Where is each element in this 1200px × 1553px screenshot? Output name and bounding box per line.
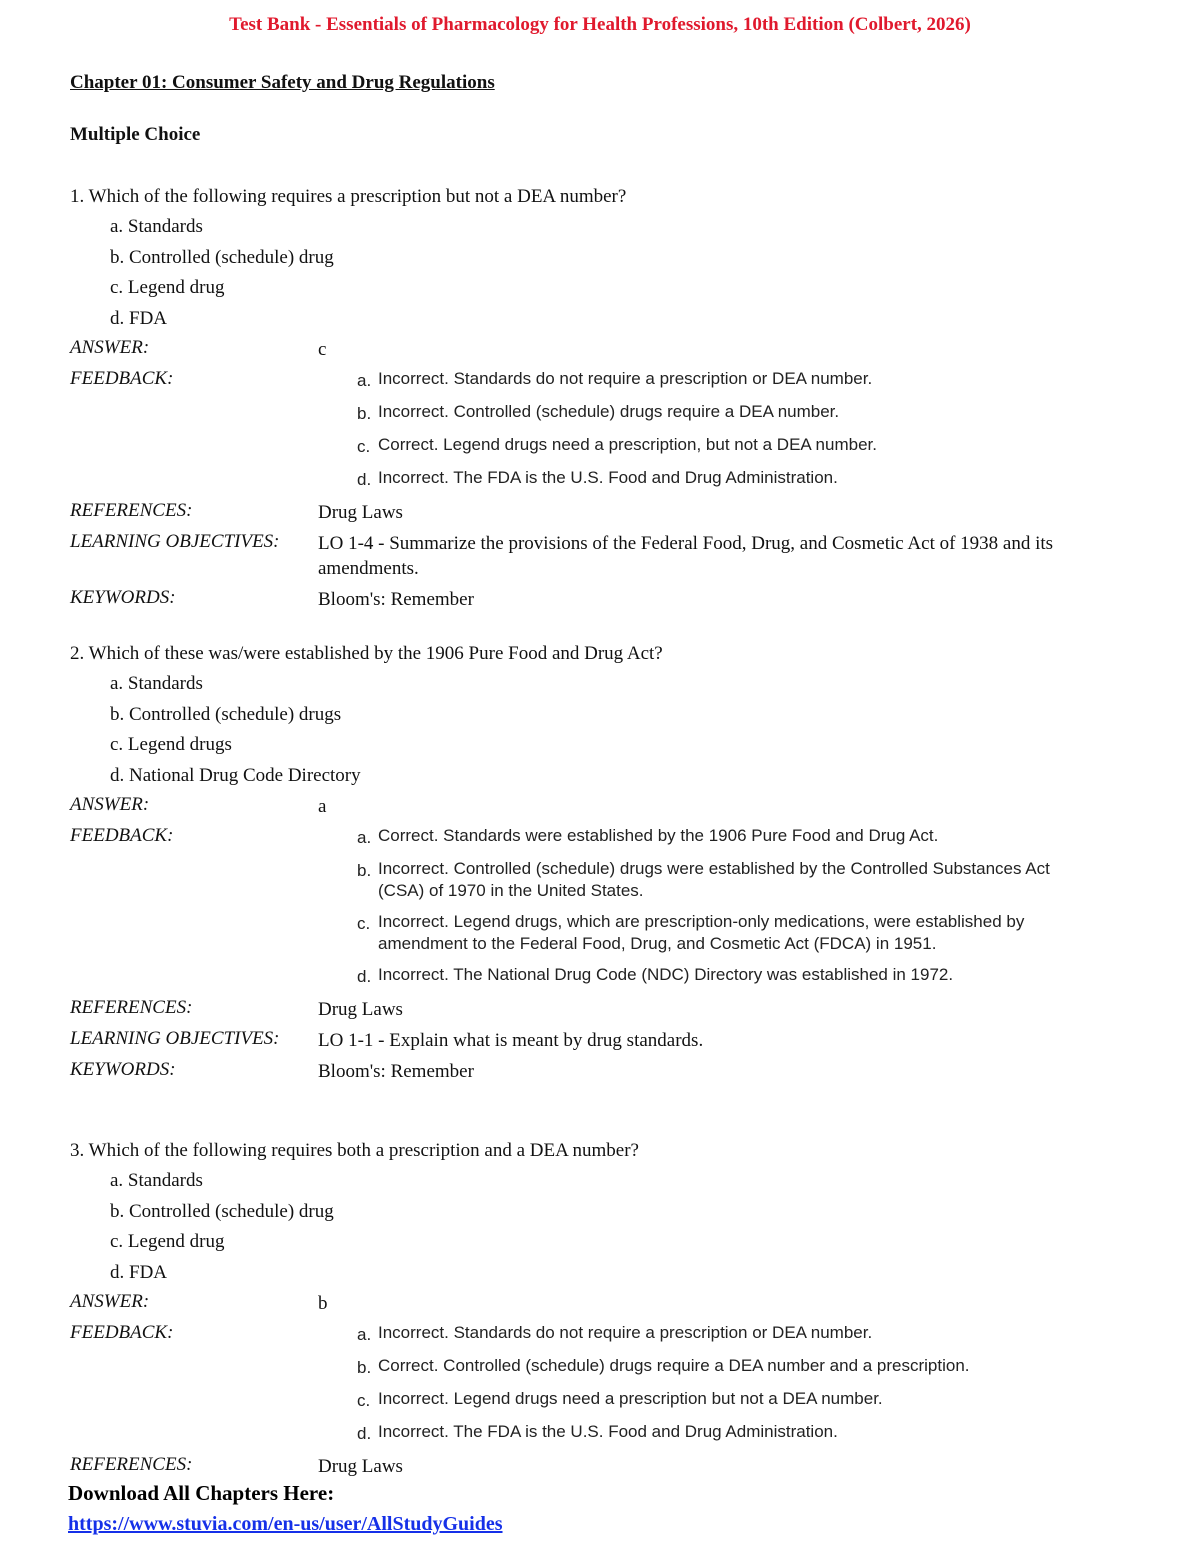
answer-label: ANSWER:: [70, 794, 150, 816]
option-a: a. Standards: [110, 673, 203, 694]
chapter-title: Chapter 01: Consumer Safety and Drug Regulations: [70, 72, 495, 93]
option-d: d. National Drug Code Directory: [110, 764, 361, 786]
answer-row: [70, 794, 1140, 825]
option-c: c. Legend drug: [110, 1231, 225, 1253]
references-row: [70, 500, 1140, 531]
keywords-row: [70, 1059, 1140, 1090]
references-label: REFERENCES:: [70, 1454, 193, 1476]
feedback-item: d. Incorrect. The National Drug Code (NDC) Directory was established in 1972.: [357, 965, 954, 987]
feedback-item: a. Correct. Standards were established by the 1906 Pure Food and Drug Act.: [357, 826, 939, 848]
feedback-item: d. Incorrect. The FDA is the U.S. Food and Drug Administration.: [357, 1422, 838, 1444]
references-label: REFERENCES:: [70, 500, 193, 522]
learning-objectives-label: LEARNING OBJECTIVES:: [70, 1028, 280, 1050]
question-stem: 3. Which of the following requires both a prescription and a DEA number?: [70, 1140, 639, 1161]
answer-row: [70, 337, 1140, 368]
references-value: Drug Laws: [318, 999, 403, 1021]
answer-row: [70, 1291, 1140, 1322]
feedback-label: FEEDBACK:: [70, 1322, 174, 1344]
feedback-list: [318, 368, 1140, 500]
learning-objectives-value: LO 1-4 - Summarize the provisions of the Federal Food, Drug, and Cosmetic Act of 1938 and its amendments.: [318, 533, 1054, 580]
learning-objectives-row: [70, 531, 1140, 587]
answer-label: ANSWER:: [70, 1291, 150, 1313]
question-stem: 2. Which of these was/were established by the 1906 Pure Food and Drug Act?: [70, 643, 663, 664]
feedback-item: b. Incorrect. Controlled (schedule) drugs require a DEA number.: [357, 402, 840, 424]
option-d: d. FDA: [110, 307, 168, 329]
answer-options: [70, 1169, 1140, 1291]
feedback-item: b. Correct. Controlled (schedule) drugs require a DEA number and a prescription.: [357, 1356, 970, 1378]
feedback-item: d. Incorrect. The FDA is the U.S. Food and Drug Administration.: [357, 468, 838, 490]
answer-value: b: [318, 1293, 328, 1315]
keywords-value: Bloom's: Remember: [318, 589, 474, 611]
question-2: [70, 642, 1140, 1090]
references-row: [70, 997, 1140, 1028]
section-title: Multiple Choice: [70, 124, 201, 145]
feedback-label: FEEDBACK:: [70, 368, 174, 390]
references-label: REFERENCES:: [70, 997, 193, 1019]
download-heading: Download All Chapters Here:: [68, 1481, 335, 1505]
feedback-label: FEEDBACK:: [70, 825, 174, 847]
option-b: b. Controlled (schedule) drug: [110, 246, 334, 268]
option-c: c. Legend drug: [110, 277, 225, 299]
feedback-item: a. Incorrect. Standards do not require a prescription or DEA number.: [357, 369, 873, 391]
answer-label: ANSWER:: [70, 337, 150, 359]
learning-objectives-row: [70, 1028, 1140, 1059]
feedback-row: [70, 1322, 1140, 1454]
question-stem: 1. Which of the following requires a prescription but not a DEA number?: [70, 186, 627, 207]
answer-options: [70, 215, 1140, 337]
option-a: a. Standards: [110, 216, 203, 237]
learning-objectives-value: LO 1-1 - Explain what is meant by drug standards.: [318, 1030, 704, 1052]
learning-objectives-label: LEARNING OBJECTIVES:: [70, 531, 280, 553]
keywords-label: KEYWORDS:: [70, 1059, 176, 1081]
feedback-row: [70, 825, 1140, 997]
option-b: b. Controlled (schedule) drugs: [110, 703, 342, 725]
option-b: b. Controlled (schedule) drug: [110, 1200, 334, 1222]
keywords-value: Bloom's: Remember: [318, 1061, 474, 1083]
question-3: [70, 1139, 1140, 1485]
feedback-item: c. Incorrect. Legend drugs need a prescription but not a DEA number.: [357, 1389, 883, 1411]
keywords-row: [70, 587, 1140, 618]
answer-options: [70, 672, 1140, 794]
feedback-list: [318, 1322, 1140, 1454]
feedback-item: c. Incorrect. Legend drugs, which are prescription-only medications, were established by amendment to the Federal Food, Drug, and Cosmetic Act (FDCA) in 1951.: [357, 912, 1025, 954]
feedback-item: c. Correct. Legend drugs need a prescription, but not a DEA number.: [357, 435, 877, 457]
question-1: [70, 185, 1140, 618]
feedback-item: a. Incorrect. Standards do not require a prescription or DEA number.: [357, 1323, 873, 1345]
feedback-row: [70, 368, 1140, 500]
feedback-list: [318, 825, 1140, 997]
option-d: d. FDA: [110, 1261, 168, 1283]
document-header: Test Bank - Essentials of Pharmacology for Health Professions, 10th Edition (Colbert, 2026): [229, 14, 971, 35]
answer-value: c: [318, 339, 327, 361]
download-link[interactable]: https://www.stuvia.com/en-us/user/AllStudyGuides: [68, 1513, 503, 1535]
references-value: Drug Laws: [318, 1456, 403, 1478]
answer-value: a: [318, 796, 327, 818]
keywords-label: KEYWORDS:: [70, 587, 176, 609]
option-a: a. Standards: [110, 1170, 203, 1191]
references-value: Drug Laws: [318, 502, 403, 524]
feedback-item: b. Incorrect. Controlled (schedule) drugs were established by the Controlled Substances Act (CSA) of 1970 in the United States.: [357, 859, 1050, 901]
option-c: c. Legend drugs: [110, 734, 232, 756]
